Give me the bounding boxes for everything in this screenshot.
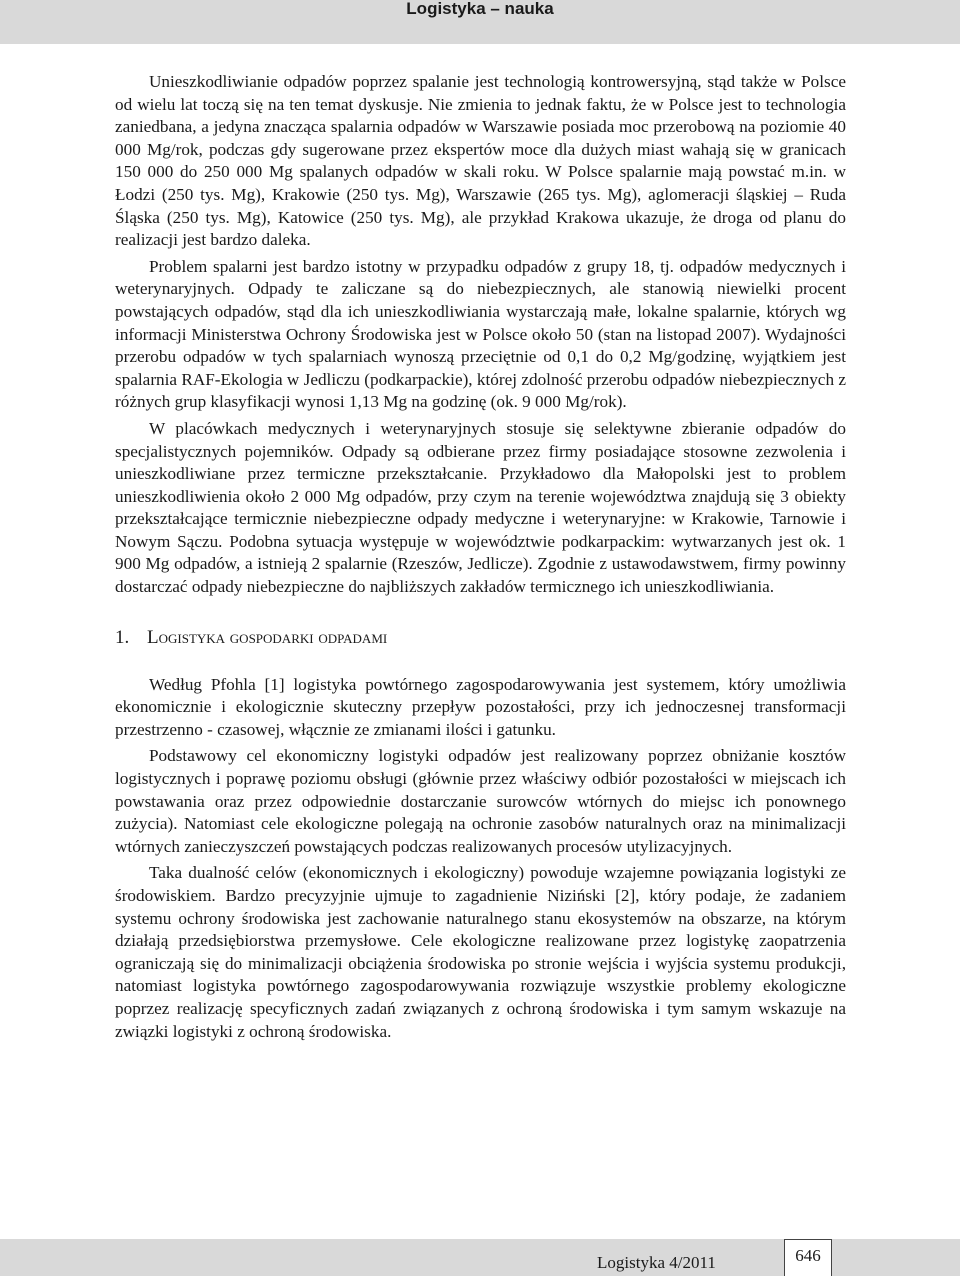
paragraph: W placówkach medycznych i weterynaryjnych stosuje się selektywne zbieranie odpadów do specjalistycznych pojemników. Odpady są odbierane przez firmy posiadające stosowne zezwolenia i unieszkodliwiane przez termiczne przekształcanie. Przykładowo dla Małopolski jest to problem unieszkodliwienia około 2 000 Mg odpadów, przy czym na terenie województwa znajdują się 3 obiekty przekształcające termicznie niebezpieczne odpady medyczne i weterynaryjne: w Krakowie, Tarnowie i Nowym Sączu. Podobna sytuacja występuje w województwie podkarpackim: wytwarzanych jest ok. 1 900 Mg odpadów, a istnieją 2 spalarnie (Rzeszów, Jedlicze). Zgodnie z ustawodawstwem, firmy powinny dostarczać odpady niebezpieczne do najbliższych zakładów termicznego ich unieszkodliwiania. bbox=[115, 418, 846, 597]
page-number: 646 bbox=[795, 1246, 821, 1265]
running-header-title: Logistyka – nauka bbox=[406, 0, 554, 18]
paragraph: Taka dualność celów (ekonomicznych i ekologiczny) powoduje wzajemne powiązania logistyki ze środowiskiem. Bardzo precyzyjnie ujmuje to zagadnienie Niziński [2], który podaje, że zadaniem systemu ochrony środowiska jest zachowanie naturalnego stanu ekosystemów na obszarze, na którym działają przedsiębiorstwa przemysłowe. Cele ekologiczne realizowane przez logistykę zaopatrzenia ograniczają się do minimalizacji obciążenia środowiska po stronie wejścia i wyjścia systemu produkcji, natomiast logistyka powtórnego zagospodarowywania rozwiązuje wszystkie problemy ekologiczne poprzez realizację specyficznych zadań związanych z ochroną środowiska i tym samym wskazuje na związki logistyki z ochroną środowiska. bbox=[115, 863, 846, 1041]
paragraph: Unieszkodliwianie odpadów poprzez spalanie jest technologią kontrowersyjną, stąd także w Polsce od wielu lat toczą się na ten temat dyskusje. Nie zmienia to jednak faktu, że w Polsce jest to technologia zaniedbana, a jedyna znacząca spalarnia odpadów w Warszawie posiada moc przerobową na poziomie 40 000 Mg/rok, podczas gdy sugerowane przez ekspertów moce dla dużych miast wahają się w granicach 150 000 do 250 000 Mg spalanych odpadów w skali roku. W Polsce spalarnie mają powstać m.in. w Łodzi (250 tys. Mg), Krakowie (250 tys. Mg), Warszawie (265 tys. Mg), aglomeracji śląskiej – Ruda Śląska (250 tys. Mg), Katowice (250 tys. Mg), ale przykład Krakowa ukazuje, że droga od planu do realizacji jest bardzo daleka. bbox=[115, 72, 846, 250]
paragraph: Podstawowy cel ekonomiczny logistyki odpadów jest realizowany poprzez obniżanie kosztów logistycznych i poprawę poziomu obsługi (głównie przez właściwy odbiór pozostałości w miejscach ich powstawania oraz przez odpowiednie dostarczanie surowców wtórnych do miejsc ich ponownego zużycia). Natomiast cele ekologiczne polegają na ochronie zasobów naturalnych oraz na minimalizacji wtórnych zanieczyszczeń powstających podczas realizowanych procesów utylizacyjnych. bbox=[115, 746, 846, 856]
article-body bbox=[115, 71, 846, 1043]
footer-journal-issue: Logistyka 4/2011 bbox=[597, 1253, 716, 1272]
paragraph: Według Pfohla [1] logistyka powtórnego zagospodarowywania jest systemem, który umożliwia ekonomicznie i ekologicznie skuteczny przepływ pozostałości, przy ich jednoczesnej transformacji przestrzenno - czasowej, włącznie ze zmianami ilości i gatunku. bbox=[115, 674, 846, 739]
paragraph: Problem spalarni jest bardzo istotny w przypadku odpadów z grupy 18, tj. odpadów medycznych i weterynaryjnych. Odpady te zaliczane są do niebezpiecznych, ale stanowią niewielki procent powstających odpadów, stąd dla ich unieszkodliwiania wystarczają małe, lokalne spalarnie, których wg informacji Ministerstwa Ochrony Środowiska jest w Polsce około 50 (stan na listopad 2007). Wydajności przerobu odpadów w tych spalarniach wynoszą przeciętnie od 0,1 do 0,2 Mg/godzinę, wyjątkiem jest spalarnia RAF-Ekologia w Jedliczu (podkarpackie), której zdolność przerobu odpadów niebezpiecznych z różnych grup klasyfikacji wynosi 1,13 Mg na godzinę (ok. 9 000 Mg/rok). bbox=[115, 256, 846, 412]
section-number: 1. bbox=[115, 626, 130, 648]
section-title: Logistyka gospodarki odpadami bbox=[147, 626, 388, 648]
section-heading bbox=[115, 626, 846, 650]
page-number-box bbox=[784, 1239, 832, 1276]
